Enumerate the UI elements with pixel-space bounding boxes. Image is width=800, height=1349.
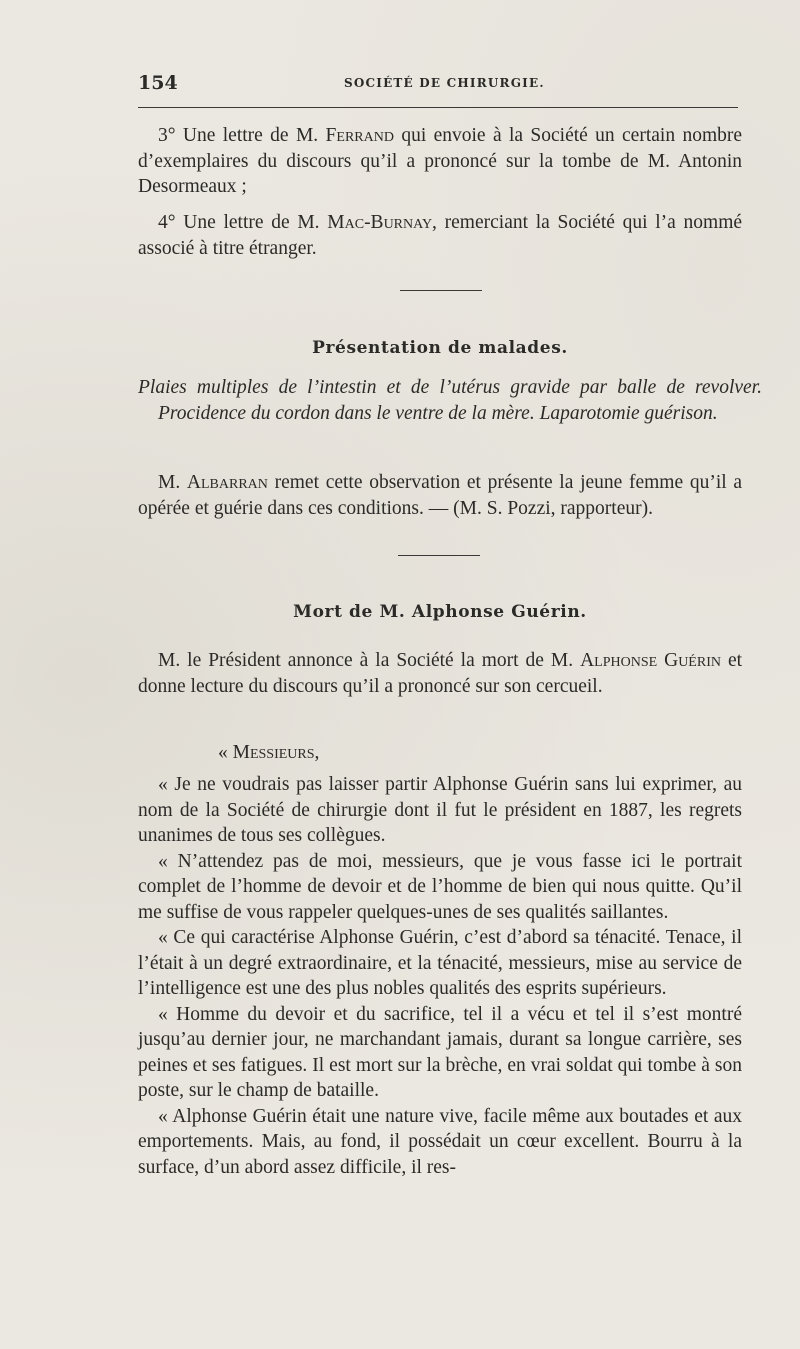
obituary-intro-name: Alphonse Guérin	[580, 650, 721, 671]
section-divider	[400, 290, 482, 291]
case-title: Plaies multiples de l’intestin et de l’utérus gravide par balle de revolver. Procidence du cordon dans le ventre de la mère. Laparotomie guérison.	[138, 377, 762, 424]
item-3-lead: 3° Une lettre de M.	[158, 125, 319, 146]
item-4-name: Mac-Burnay,	[327, 212, 437, 233]
speech-paragraph: « Homme du devoir et du sacrifice, tel il a vécu et tel il s’est montré jusqu’au dernier jour, ne marchandant jamais, durant sa longue carrière, ses peines et ses fatigues. Il est mort sur la brèche, en vrai soldat qui tombe à son poste, sur le champ de bataille.	[138, 1003, 742, 1101]
presentation-lead: M.	[158, 472, 181, 493]
running-title: SOCIÉTÉ DE CHIRURGIE.	[344, 76, 545, 90]
item-3-rest: qui envoie à la Société un certain nombre d’exemplaires du discours qu’il a prononcé sur la tombe de M. Antonin Desormeaux ;	[138, 125, 743, 197]
presentation-paragraph	[138, 470, 742, 521]
obituary-intro	[138, 648, 742, 699]
salutation-quote: «	[218, 742, 228, 763]
speech-paragraph: « Ce qui caractérise Alphonse Guérin, c’est d’abord sa ténacité. Tenace, il l’était à un degré extraordinaire, et la ténacité, messieurs, mise au service de l’intelligence est une des plus nobles qualités des esprits supérieurs.	[138, 927, 742, 999]
speech-paragraph: « Je ne voudrais pas laisser partir Alphonse Guérin sans lui exprimer, au nom de la Société de chirurgie dont il fut le président en 1887, les regrets unanimes de tous ses collègues.	[138, 774, 742, 846]
presentation-heading: Présentation de malades.	[312, 338, 568, 358]
section-divider	[398, 555, 480, 556]
obituary-intro-lead: M. le Président annonce à la Société la mort de M.	[158, 650, 574, 671]
speech-paragraph: « Alphonse Guérin était une nature vive, facile même aux boutades et aux emportements. Mais, au fond, il possédait un cœur excellent. Bourru à la surface, d’un abord assez difficile, il res-	[138, 1105, 742, 1178]
item-4-lead: 4° Une lettre de M.	[158, 212, 320, 233]
presentation-rest: remet cette observation et présente la jeune femme qu’il a opérée et guérie dans ces conditions. — (M. S. Pozzi, rapporteur).	[138, 472, 743, 519]
item-4-rest: remerciant la Société qui l’a nommé associé à titre étranger.	[138, 212, 743, 259]
speech-body	[138, 772, 742, 1180]
page-number: 154	[138, 72, 178, 94]
salutation-text: Messieurs,	[232, 742, 320, 763]
item-3-paragraph	[138, 123, 742, 200]
item-4-paragraph	[138, 210, 742, 261]
salutation	[218, 740, 618, 766]
speech-paragraph: « N’attendez pas de moi, messieurs, que je vous fasse ici le portrait complet de l’homme de devoir et de l’homme de bien qui nous quitte. Qu’il me suffise de vous rappeler quelques-unes de ses qualités saillantes.	[138, 850, 742, 923]
presentation-name: Albarran	[186, 472, 268, 493]
page-header	[138, 72, 738, 100]
obituary-heading: Mort de M. Alphonse Guérin.	[293, 602, 587, 622]
header-rule	[138, 107, 738, 108]
item-3-name: Ferrand	[325, 125, 394, 146]
obituary-intro-rest: et donne lecture du discours qu’il a prononcé sur son cercueil.	[138, 650, 743, 697]
